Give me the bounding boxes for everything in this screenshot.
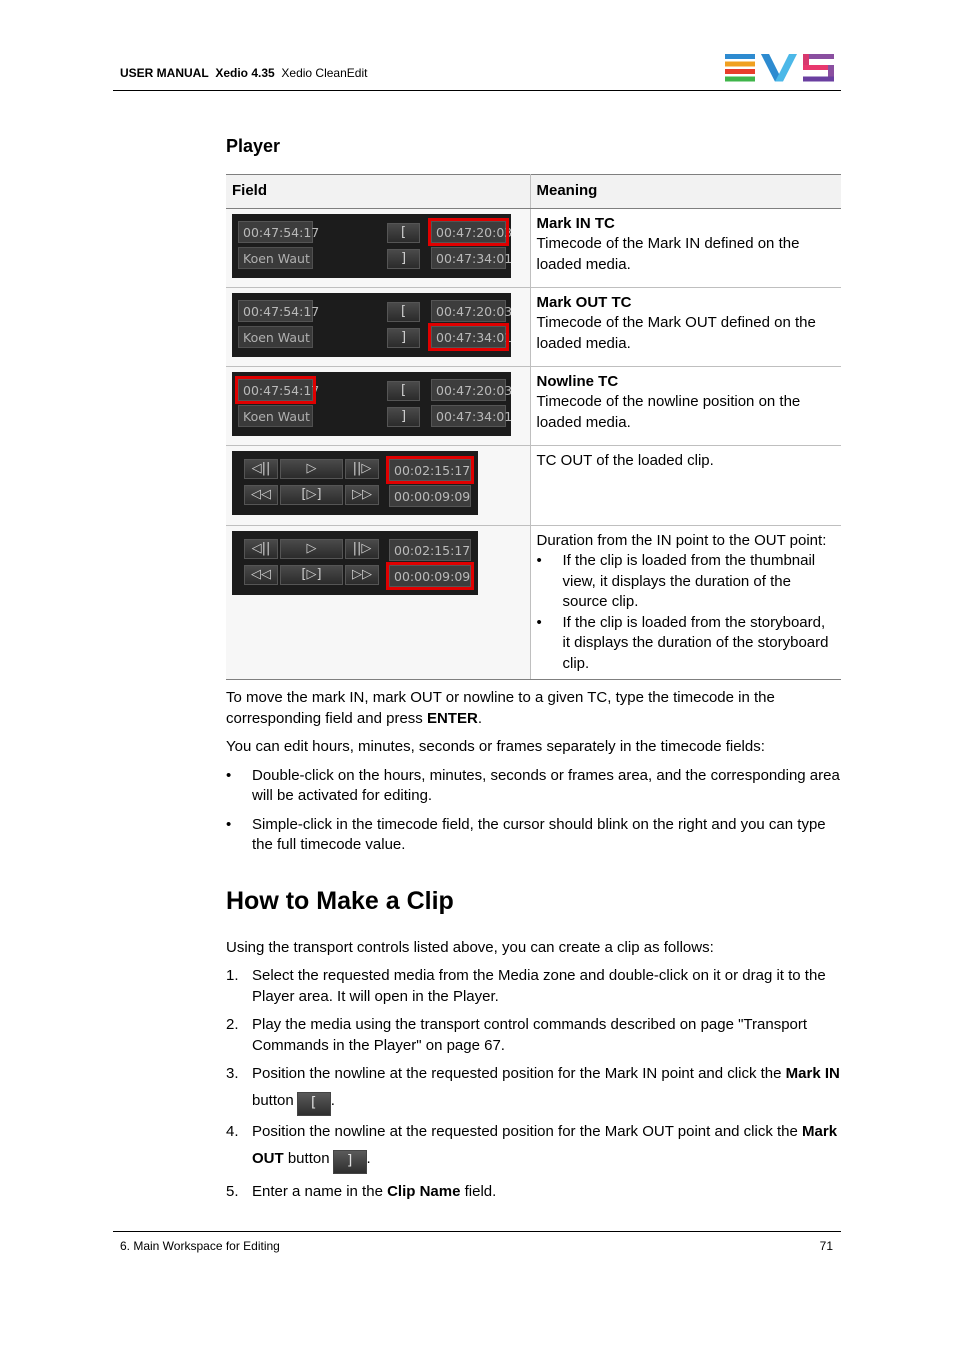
list-item: • If the clip is loaded from the storyboard, it displays the duration of the storyboard clip. bbox=[563, 613, 836, 675]
meaning-cell bbox=[530, 287, 841, 366]
step-item bbox=[226, 1060, 841, 1116]
meaning-desc: TC OUT of the loaded clip. bbox=[536, 451, 714, 469]
meaning-cell bbox=[530, 366, 841, 445]
paragraph-edit-fields: You can edit hours, minutes, seconds or frames separately in the timecode fields: bbox=[226, 738, 765, 755]
mark-in-button: [ bbox=[387, 302, 420, 322]
clip-name-field: Koen Waut bbox=[238, 405, 313, 427]
fast-forward-button: ▷▷ bbox=[345, 565, 379, 585]
table-row bbox=[226, 525, 841, 680]
bullet-marker: • bbox=[226, 766, 232, 784]
table-row bbox=[226, 366, 841, 445]
mark-out-button: ] bbox=[387, 407, 420, 427]
step-text: . bbox=[330, 1092, 335, 1109]
meaning-desc: Timecode of the nowline position on the loaded media. bbox=[536, 393, 801, 431]
step-number: 4. bbox=[226, 1123, 239, 1140]
mark-in-tc-field: 00:47:20:03 bbox=[431, 379, 506, 401]
paragraph-move-mark bbox=[226, 688, 841, 729]
meaning-cell bbox=[530, 208, 841, 287]
col-meaning: Meaning bbox=[530, 175, 841, 209]
clip-name-field: Koen Waut bbox=[238, 247, 313, 269]
step-text: Select the requested media from the Media zone and double-click on it or drag it to the Player area. It will open in the Player. bbox=[252, 967, 826, 1005]
step-text: Enter a name in the bbox=[252, 1183, 388, 1200]
nowline-tc-field: 00:47:54:17 bbox=[238, 300, 313, 322]
mark-in-tc-field: 00:47:20:03 bbox=[431, 221, 506, 243]
step-number: 5. bbox=[226, 1183, 239, 1200]
step-item bbox=[226, 1015, 841, 1056]
player-fields-table bbox=[226, 174, 841, 680]
step-text: . bbox=[366, 1150, 371, 1167]
clip-name-field: Koen Waut bbox=[238, 326, 313, 348]
list-item: • If the clip is loaded from the thumbnail view, it displays the duration of the source clip. bbox=[563, 551, 836, 613]
header-rule bbox=[113, 90, 841, 91]
footer-chapter: 6. Main Workspace for Editing bbox=[120, 1239, 280, 1253]
table-row bbox=[226, 287, 841, 366]
field-cell bbox=[226, 525, 530, 680]
doc-type: USER MANUAL bbox=[120, 66, 209, 80]
step-text: field. bbox=[460, 1183, 497, 1200]
step-number: 3. bbox=[226, 1065, 239, 1082]
mark-in-button-icon: [ bbox=[297, 1092, 331, 1116]
footer-rule bbox=[113, 1231, 841, 1232]
rewind-button: ◁◁ bbox=[244, 565, 278, 585]
bullet-text: Double-click on the hours, minutes, seconds or frames area, and the corresponding area will be activated for editing. bbox=[252, 766, 840, 804]
evs-logo bbox=[725, 54, 835, 82]
running-header bbox=[120, 66, 367, 80]
nowline-tc-field: 00:47:54:17 bbox=[238, 379, 313, 401]
tc-out-field: 00:02:15:17 bbox=[389, 459, 471, 481]
mark-out-button: ] bbox=[387, 249, 420, 269]
ui-term: Mark IN bbox=[785, 1065, 840, 1082]
step-number: 1. bbox=[226, 967, 239, 984]
list-item bbox=[226, 815, 841, 856]
fast-forward-button: ▷▷ bbox=[345, 485, 379, 505]
nowline-tc-field: 00:47:54:17 bbox=[238, 221, 313, 243]
meaning-title: Mark IN TC bbox=[536, 214, 615, 232]
module-name: Xedio CleanEdit bbox=[281, 66, 368, 80]
section-heading: How to Make a Clip bbox=[226, 886, 454, 915]
step-item bbox=[226, 1182, 841, 1203]
mark-in-button: [ bbox=[387, 223, 420, 243]
meaning-title: Nowline TC bbox=[536, 372, 619, 390]
play-in-out-button: [▷] bbox=[280, 565, 343, 585]
table-row bbox=[226, 208, 841, 287]
mark-in-tc-field: 00:47:20:03 bbox=[431, 300, 506, 322]
page-number: 71 bbox=[819, 1239, 833, 1253]
step-back-button: ◁|| bbox=[244, 539, 278, 559]
play-button: ▷ bbox=[280, 539, 343, 559]
play-in-out-button: [▷] bbox=[280, 485, 343, 505]
mark-out-tc-field: 00:47:34:01 bbox=[431, 247, 506, 269]
ui-term: Mark OUT bbox=[252, 1123, 838, 1167]
mark-out-tc-field: 00:47:34:01 bbox=[431, 405, 506, 427]
intro-paragraph: Using the transport controls listed above, you can create a clip as follows: bbox=[226, 938, 714, 956]
duration-field: 00:00:09:09 bbox=[389, 485, 471, 507]
mark-in-button: [ bbox=[387, 381, 420, 401]
transport-panel-screenshot bbox=[232, 531, 478, 595]
field-cell bbox=[226, 287, 530, 366]
step-back-button: ◁|| bbox=[244, 459, 278, 479]
step-text: Play the media using the transport control commands described on page "Transport Commands in the Player" on page 67. bbox=[252, 1016, 808, 1054]
product-name: Xedio 4.35 bbox=[215, 66, 275, 80]
mark-out-tc-field: 00:47:34:01 bbox=[431, 326, 506, 348]
col-field: Field bbox=[226, 175, 530, 209]
play-button: ▷ bbox=[280, 459, 343, 479]
meaning-bullets bbox=[537, 551, 836, 674]
player-panel-screenshot bbox=[232, 214, 511, 278]
field-cell bbox=[226, 366, 530, 445]
section-title: Player bbox=[226, 136, 281, 156]
meaning-desc: Timecode of the Mark IN defined on the loaded media. bbox=[536, 235, 800, 273]
paragraph-text: . bbox=[477, 709, 482, 727]
table-row bbox=[226, 445, 841, 525]
bullet-text: Simple-click in the timecode field, the cursor should blink on the right and you can type the full timecode value. bbox=[252, 815, 826, 853]
tc-out-field: 00:02:15:17 bbox=[389, 539, 471, 561]
meaning-title: Mark OUT TC bbox=[536, 293, 632, 311]
step-item bbox=[226, 1118, 841, 1174]
ui-term: Clip Name bbox=[387, 1183, 461, 1200]
transport-panel-screenshot bbox=[232, 451, 478, 515]
meaning-cell bbox=[530, 445, 841, 525]
step-text: Position the nowline at the requested position for the Mark IN point and click the bbox=[252, 1065, 786, 1082]
key-enter: ENTER bbox=[426, 709, 478, 727]
step-number: 2. bbox=[226, 1016, 239, 1033]
step-text: button bbox=[283, 1150, 330, 1167]
meaning-desc: Duration from the IN point to the OUT point: bbox=[536, 531, 827, 549]
bullet-marker: • bbox=[226, 815, 232, 833]
field-cell bbox=[226, 208, 530, 287]
page-content bbox=[226, 134, 841, 1203]
duration-field: 00:00:09:09 bbox=[389, 565, 471, 587]
mark-out-button: ] bbox=[387, 328, 420, 348]
meaning-desc: Timecode of the Mark OUT defined on the loaded media. bbox=[536, 314, 816, 352]
player-panel-screenshot bbox=[232, 372, 511, 436]
field-cell bbox=[226, 445, 530, 525]
player-panel-screenshot bbox=[232, 293, 511, 357]
list-item bbox=[226, 766, 841, 807]
step-item bbox=[226, 966, 841, 1007]
step-text: button bbox=[252, 1092, 294, 1109]
step-forward-button: ||▷ bbox=[345, 539, 379, 559]
paragraph-text: To move the mark IN, mark OUT or nowline to a given TC, type the timecode in the corresponding field and press bbox=[226, 689, 775, 727]
rewind-button: ◁◁ bbox=[244, 485, 278, 505]
meaning-cell bbox=[530, 525, 841, 680]
step-forward-button: ||▷ bbox=[345, 459, 379, 479]
step-text: Position the nowline at the requested position for the Mark OUT point and click the bbox=[252, 1123, 803, 1140]
table-header-row bbox=[226, 175, 841, 209]
mark-out-button-icon: ] bbox=[333, 1150, 367, 1174]
